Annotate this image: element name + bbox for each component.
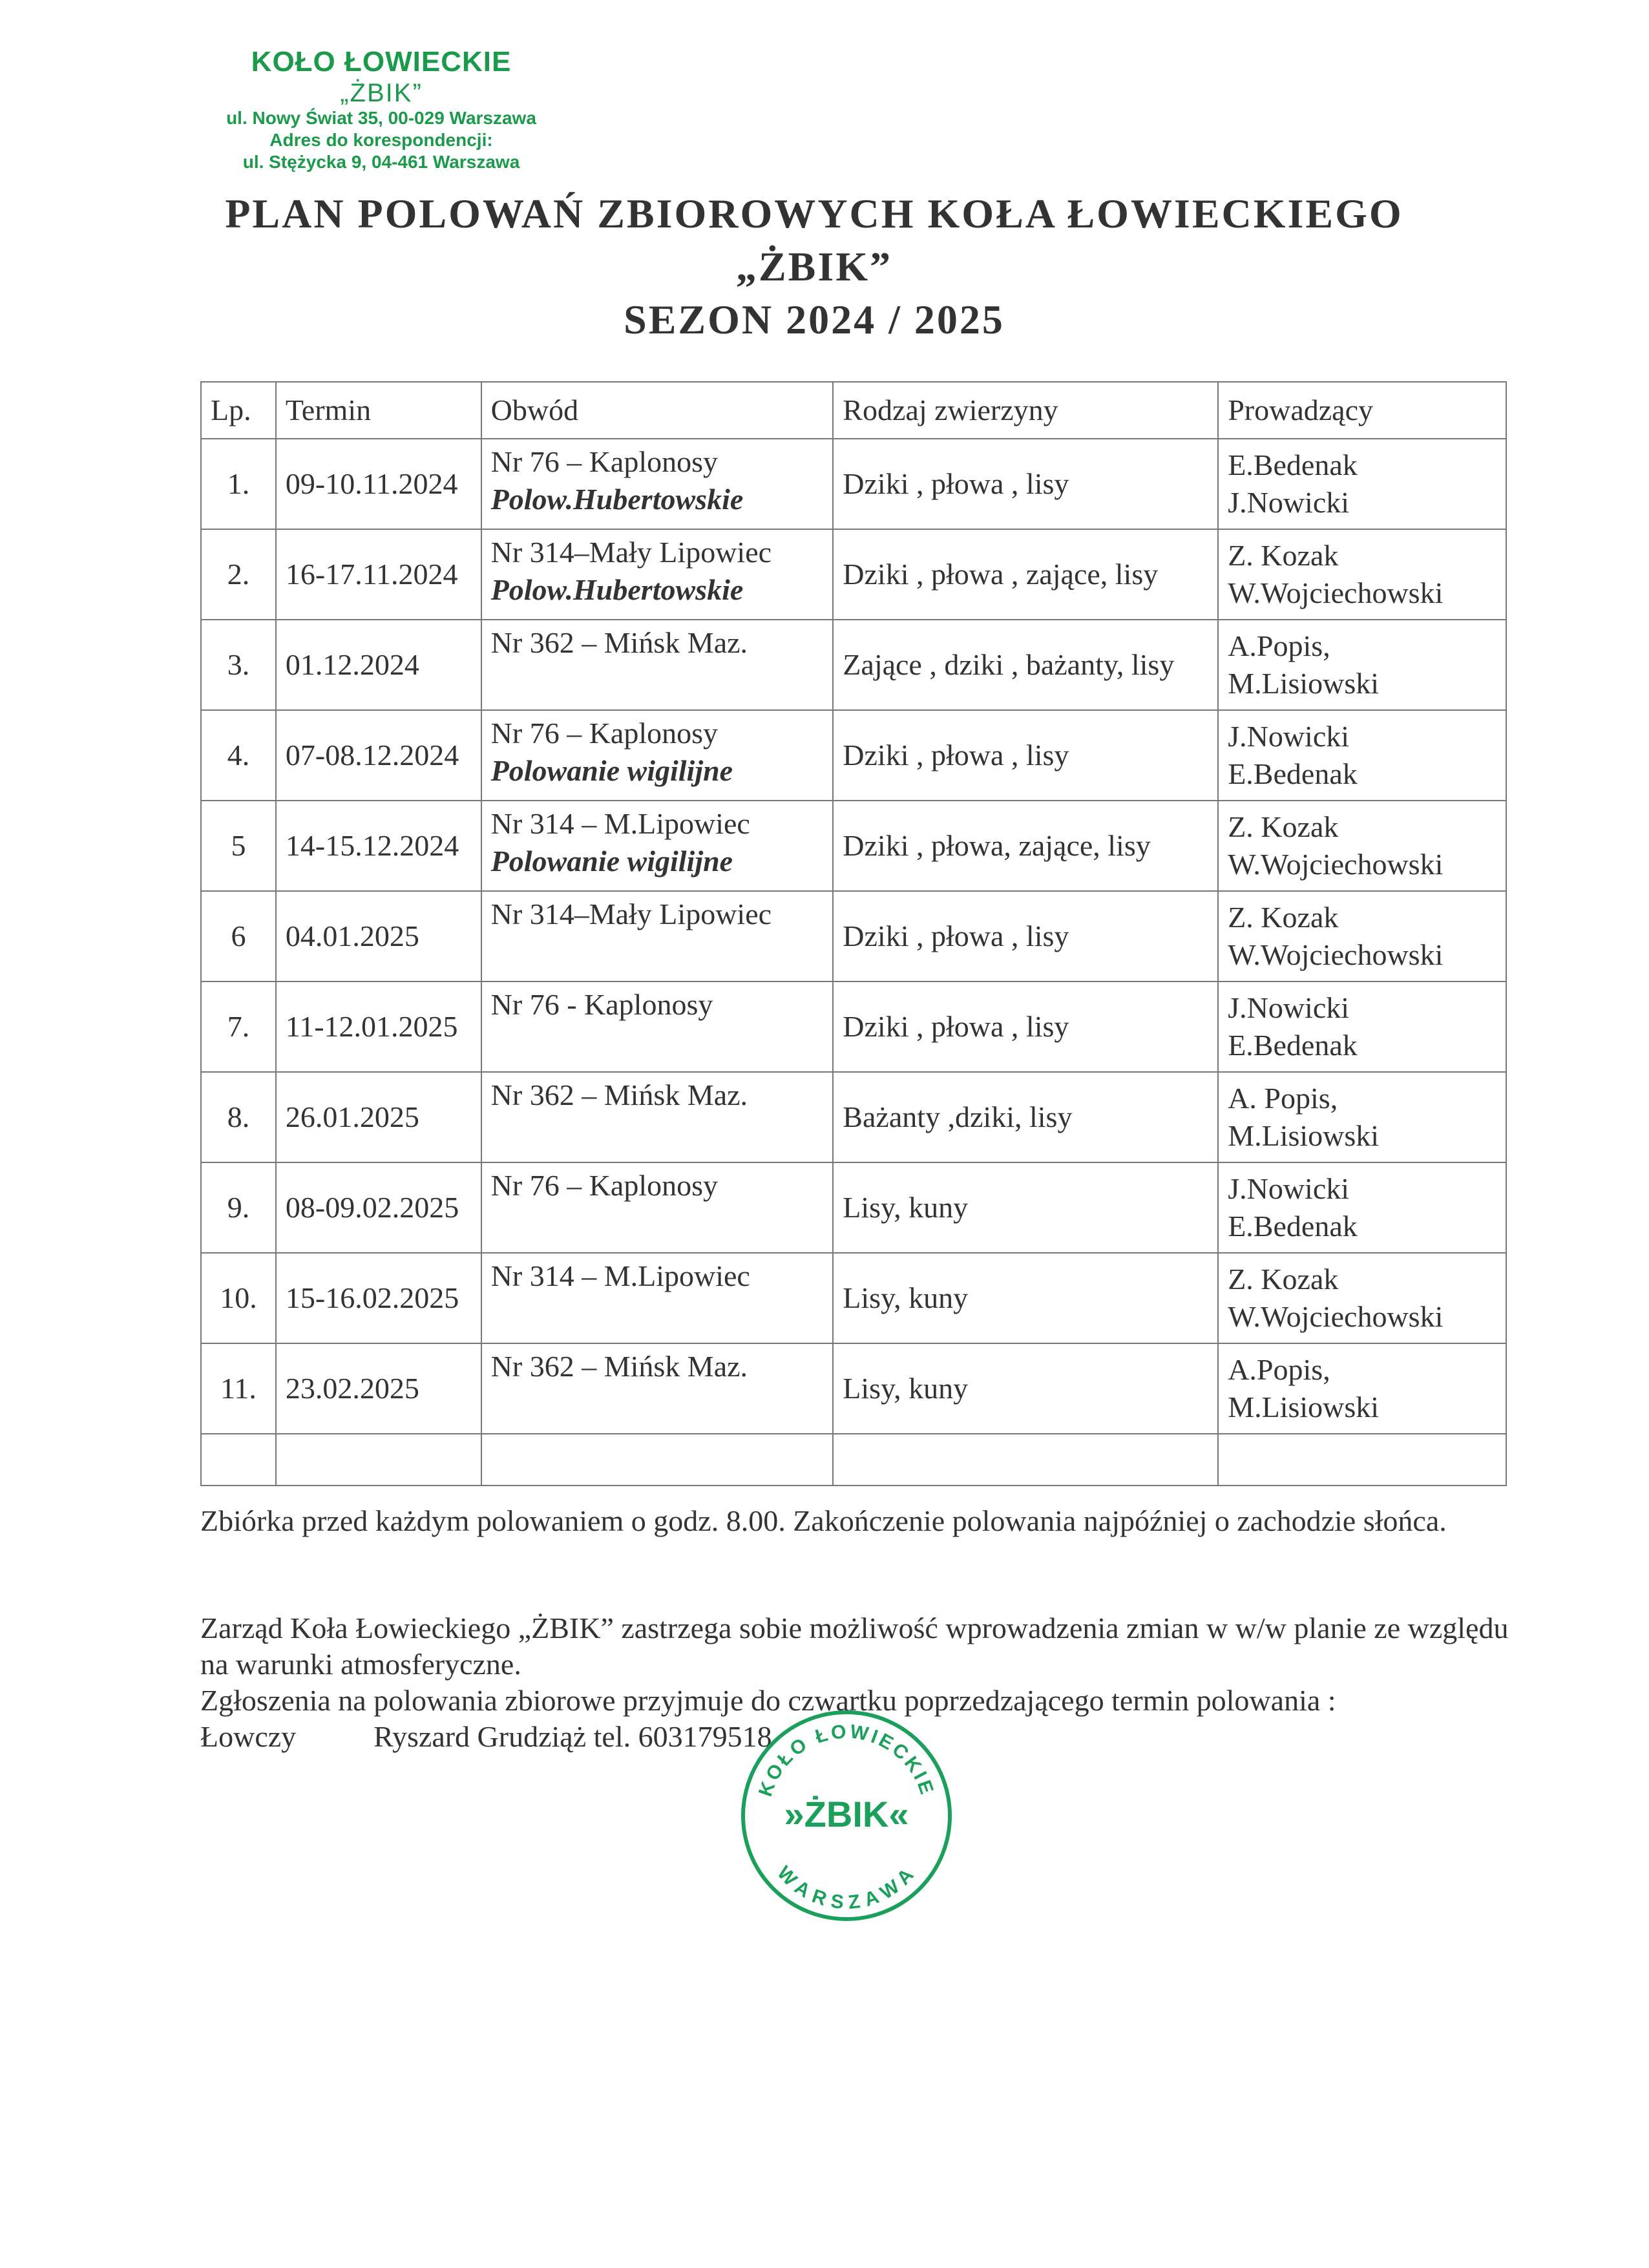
empty-cell <box>481 1434 834 1486</box>
cell-rodzaj: Dziki , płowa , lisy <box>833 982 1218 1072</box>
reservation-note: Zarząd Koła Łowieckiego „ŻBIK” zastrzega sobie możliwość wprowadzenia zmian w w/w planie ze względu na warunki atmosferyczne. <box>200 1612 1509 1681</box>
table-row <box>201 620 1506 710</box>
registration-note: Zgłoszenia na polowania zbiorowe przyjmuje do czwartku poprzedzającego termin polowania : <box>200 1684 1336 1717</box>
letterhead <box>168 45 594 173</box>
obwod-name: Nr 76 - Kaplonosy <box>490 988 713 1021</box>
cell-termin: 01.12.2024 <box>276 620 481 710</box>
obwod-name: Nr 76 – Kaplonosy <box>490 1169 719 1202</box>
cell-lp: 8. <box>201 1072 276 1162</box>
cell-lp: 3. <box>201 620 276 710</box>
cell-rodzaj: Dziki , płowa , lisy <box>833 710 1218 801</box>
leader-name: W.Wojciechowski <box>1228 848 1444 881</box>
stamp-bottom-text: WARSZAWA <box>773 1862 920 1914</box>
letterhead-org: KOŁO ŁOWIECKIE <box>251 46 512 78</box>
cell-rodzaj: Lisy, kuny <box>833 1343 1218 1434</box>
cell-termin: 08-09.02.2025 <box>276 1162 481 1253</box>
cell-lp: 6 <box>201 891 276 982</box>
cell-prowadzacy <box>1218 620 1506 710</box>
table-row-empty <box>201 1434 1506 1486</box>
gathering-note: Zbiórka przed każdym polowaniem o godz. 8.00. Zakończenie polowania najpóźniej o zachodzie słońca. <box>200 1504 1447 1537</box>
header-termin: Termin <box>276 382 481 439</box>
cell-obwod <box>481 439 834 529</box>
cell-rodzaj: Bażanty ,dziki, lisy <box>833 1072 1218 1162</box>
cell-termin: 15-16.02.2025 <box>276 1253 481 1343</box>
obwod-name: Nr 76 – Kaplonosy <box>490 717 719 750</box>
cell-obwod <box>481 710 834 801</box>
leader-name: A. Popis, <box>1228 1082 1338 1115</box>
leader-name: E.Bedenak <box>1228 1210 1358 1243</box>
table-header-row <box>201 382 1506 439</box>
cell-prowadzacy <box>1218 529 1506 620</box>
obwod-name: Nr 314–Mały Lipowiec <box>490 536 772 569</box>
leader-name: Z. Kozak <box>1228 539 1339 572</box>
header-prowadzacy: Prowadzący <box>1218 382 1506 439</box>
leader-name: Z. Kozak <box>1228 810 1339 843</box>
cell-prowadzacy <box>1218 982 1506 1072</box>
cell-prowadzacy <box>1218 1162 1506 1253</box>
obwod-name: Nr 362 – Mińsk Maz. <box>490 1078 748 1111</box>
letterhead-address: ul. Nowy Świat 35, 00-029 Warszawa <box>226 108 536 128</box>
leader-name: J.Nowicki <box>1228 1172 1350 1205</box>
letterhead-corr-label: Adres do korespondencji: <box>269 130 493 150</box>
table-body <box>201 439 1506 1486</box>
leader-name: M.Lisiowski <box>1228 667 1380 700</box>
table-row <box>201 710 1506 801</box>
cell-lp: 9. <box>201 1162 276 1253</box>
table-row <box>201 529 1506 620</box>
stamp-center-text: »ŻBIK« <box>784 1794 909 1834</box>
leader-name: Z. Kozak <box>1228 1263 1339 1296</box>
title-line-1: PLAN POLOWAŃ ZBIOROWYCH KOŁA ŁOWIECKIEGO <box>225 191 1403 236</box>
cell-obwod <box>481 1253 834 1343</box>
table-row <box>201 439 1506 529</box>
table-row <box>201 982 1506 1072</box>
leader-name: M.Lisiowski <box>1228 1391 1380 1423</box>
hunt-type-note: Polowanie wigilijne <box>490 754 733 787</box>
letterhead-name: „ŻBIK” <box>340 79 423 107</box>
title-line-3: SEZON 2024 / 2025 <box>624 297 1005 342</box>
cell-termin: 11-12.01.2025 <box>276 982 481 1072</box>
leader-name: J.Nowicki <box>1228 991 1350 1024</box>
cell-obwod <box>481 1343 834 1434</box>
header-lp: Lp. <box>201 382 276 439</box>
cell-prowadzacy <box>1218 1343 1506 1434</box>
stamp-top-text: KOŁO ŁOWIECKIE <box>755 1721 938 1800</box>
cell-lp: 4. <box>201 710 276 801</box>
cell-lp: 2. <box>201 529 276 620</box>
cell-obwod <box>481 1162 834 1253</box>
club-stamp <box>733 1703 960 1929</box>
table-row <box>201 801 1506 891</box>
table-row <box>201 1162 1506 1253</box>
cell-rodzaj: Lisy, kuny <box>833 1162 1218 1253</box>
cell-lp: 10. <box>201 1253 276 1343</box>
cell-termin: 26.01.2025 <box>276 1072 481 1162</box>
obwod-name: Nr 314 – M.Lipowiec <box>490 1259 750 1292</box>
cell-prowadzacy <box>1218 801 1506 891</box>
table-row <box>201 1072 1506 1162</box>
leader-name: W.Wojciechowski <box>1228 938 1444 971</box>
obwod-name: Nr 362 – Mińsk Maz. <box>490 1350 748 1383</box>
cell-rodzaj: Dziki , płowa , lisy <box>833 891 1218 982</box>
leader-name: J.Nowicki <box>1228 720 1350 753</box>
table-row <box>201 1253 1506 1343</box>
cell-rodzaj: Lisy, kuny <box>833 1253 1218 1343</box>
cell-obwod <box>481 1072 834 1162</box>
cell-termin: 14-15.12.2024 <box>276 801 481 891</box>
cell-termin: 04.01.2025 <box>276 891 481 982</box>
empty-cell <box>201 1434 276 1486</box>
cell-prowadzacy <box>1218 439 1506 529</box>
empty-cell <box>1218 1434 1506 1486</box>
obwod-name: Nr 314 – M.Lipowiec <box>490 807 750 840</box>
leader-name: J.Nowicki <box>1228 486 1350 519</box>
cell-rodzaj: Zające , dziki , bażanty, lisy <box>833 620 1218 710</box>
hunting-plan-table <box>200 381 1507 1486</box>
cell-lp: 11. <box>201 1343 276 1434</box>
cell-termin: 07-08.12.2024 <box>276 710 481 801</box>
leader-name: E.Bedenak <box>1228 1029 1358 1062</box>
leader-name: W.Wojciechowski <box>1228 576 1444 609</box>
leader-name: E.Bedenak <box>1228 448 1358 481</box>
hunt-type-note: Polow.Hubertowskie <box>490 573 744 606</box>
table-row <box>201 891 1506 982</box>
cell-prowadzacy <box>1218 710 1506 801</box>
leader-name: A.Popis, <box>1228 1353 1330 1386</box>
header-obwod: Obwód <box>481 382 834 439</box>
leader-name: E.Bedenak <box>1228 757 1358 790</box>
cell-lp: 1. <box>201 439 276 529</box>
document-title <box>194 187 1434 346</box>
leader-name: A.Popis, <box>1228 629 1330 662</box>
cell-rodzaj: Dziki , płowa , zające, lisy <box>833 529 1218 620</box>
hunt-type-note: Polow.Hubertowskie <box>490 483 744 516</box>
hunt-type-note: Polowanie wigilijne <box>490 845 733 877</box>
title-line-2: „ŻBIK” <box>735 244 893 289</box>
table-row <box>201 1343 1506 1434</box>
cell-obwod <box>481 620 834 710</box>
cell-prowadzacy <box>1218 1072 1506 1162</box>
cell-prowadzacy <box>1218 1253 1506 1343</box>
leader-name: W.Wojciechowski <box>1228 1300 1444 1333</box>
empty-cell <box>276 1434 481 1486</box>
huntsman-contact: Ryszard Grudziąż tel. 603179518 <box>373 1720 772 1753</box>
cell-termin: 23.02.2025 <box>276 1343 481 1434</box>
empty-cell <box>833 1434 1218 1486</box>
cell-obwod <box>481 801 834 891</box>
header-rodzaj: Rodzaj zwierzyny <box>833 382 1218 439</box>
cell-obwod <box>481 982 834 1072</box>
obwod-name: Nr 76 – Kaplonosy <box>490 445 719 478</box>
cell-obwod <box>481 891 834 982</box>
cell-obwod <box>481 529 834 620</box>
cell-lp: 5 <box>201 801 276 891</box>
cell-rodzaj: Dziki , płowa, zające, lisy <box>833 801 1218 891</box>
cell-prowadzacy <box>1218 891 1506 982</box>
cell-termin: 09-10.11.2024 <box>276 439 481 529</box>
leader-name: Z. Kozak <box>1228 901 1339 934</box>
huntsman-label: Łowczy <box>200 1720 297 1753</box>
cell-rodzaj: Dziki , płowa , lisy <box>833 439 1218 529</box>
leader-name: M.Lisiowski <box>1228 1119 1380 1152</box>
letterhead-corr-address: ul. Stężycka 9, 04-461 Warszawa <box>242 152 520 172</box>
obwod-name: Nr 314–Mały Lipowiec <box>490 898 772 930</box>
obwod-name: Nr 362 – Mińsk Maz. <box>490 626 748 659</box>
cell-termin: 16-17.11.2024 <box>276 529 481 620</box>
cell-lp: 7. <box>201 982 276 1072</box>
